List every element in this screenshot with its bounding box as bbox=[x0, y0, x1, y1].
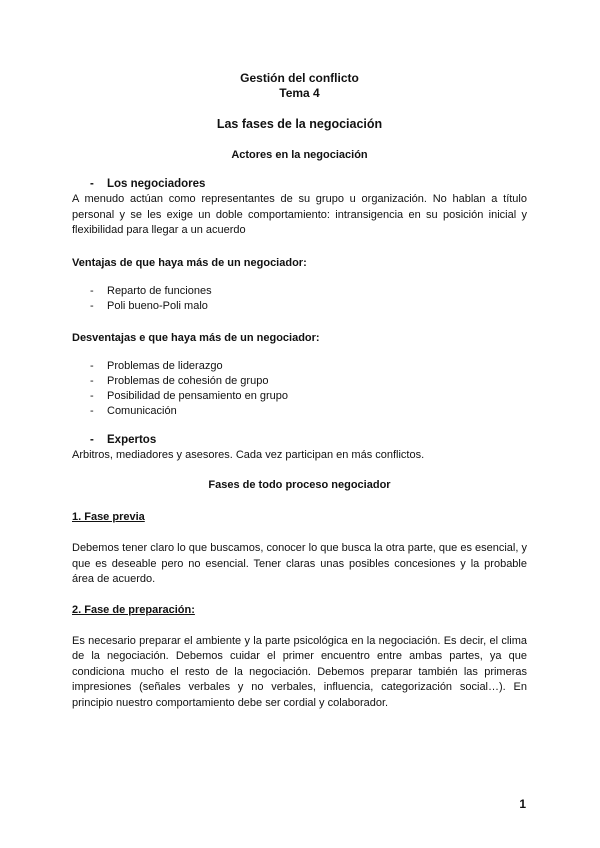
negotiators-list bbox=[72, 177, 527, 192]
list-item: - Poli bueno-Poli malo bbox=[72, 299, 527, 314]
disadvantages-heading: Desventajas e que haya más de un negociador: bbox=[72, 331, 320, 344]
actors-subtitle: Actores en la negociación bbox=[231, 149, 368, 161]
phase1-text: Debemos tener claro lo que buscamos, conocer lo que busca la otra parte, que es esencial, y que es deseable pero no esencial. Tener claras unas posibles concesiones y la probable área de acuerdo. bbox=[72, 542, 527, 585]
negotiators-description: A menudo actúan como representantes de su grupo u organización. No hablan a título personal y se les exige un doble comportamiento: intransigencia en su posición inicial y flexibilidad para llegar a un acuerdo bbox=[72, 193, 527, 236]
advantages-list bbox=[72, 284, 527, 314]
list-item: - Posibilidad de pensamiento en grupo bbox=[72, 389, 527, 404]
course-title: Gestión del conflicto bbox=[240, 71, 359, 85]
phase1-title: 1. Fase previa bbox=[72, 511, 145, 523]
advantages-heading: Ventajas de que haya más de un negociador: bbox=[72, 256, 307, 269]
negotiators-label: - Los negociadores bbox=[72, 177, 527, 192]
list-item: - Problemas de liderazgo bbox=[72, 359, 527, 374]
experts-list bbox=[72, 433, 527, 448]
topic-title: Tema 4 bbox=[279, 86, 320, 100]
list-item: - Comunicación bbox=[72, 404, 527, 419]
experts-label: - Expertos bbox=[72, 433, 527, 448]
list-item: - Problemas de cohesión de grupo bbox=[72, 374, 527, 389]
phase2-title: 2. Fase de preparación: bbox=[72, 603, 195, 616]
document-content bbox=[72, 71, 527, 711]
main-title: Las fases de la negociación bbox=[216, 117, 383, 131]
experts-description: Arbitros, mediadores y asesores. Cada vez participan en más conflictos. bbox=[72, 448, 425, 461]
phase2-text: Es necesario preparar el ambiente y la parte psicológica en la negociación. Es decir, el clima de la negociación. Debemos cuidar el primer encuentro entre ambas partes, ya que condiciona mucho el resto de la negociación. Debemos preparar también las primeras impresiones (señales verbales y no verbales, influencia, categorización social…). En principio nuestro comportamiento debe ser cordial y colaborador. bbox=[72, 634, 527, 709]
list-item: - Reparto de funciones bbox=[72, 284, 527, 299]
phases-heading: Fases de todo proceso negociador bbox=[208, 479, 391, 491]
page-number: 1 bbox=[519, 797, 526, 811]
disadvantages-list bbox=[72, 359, 527, 419]
